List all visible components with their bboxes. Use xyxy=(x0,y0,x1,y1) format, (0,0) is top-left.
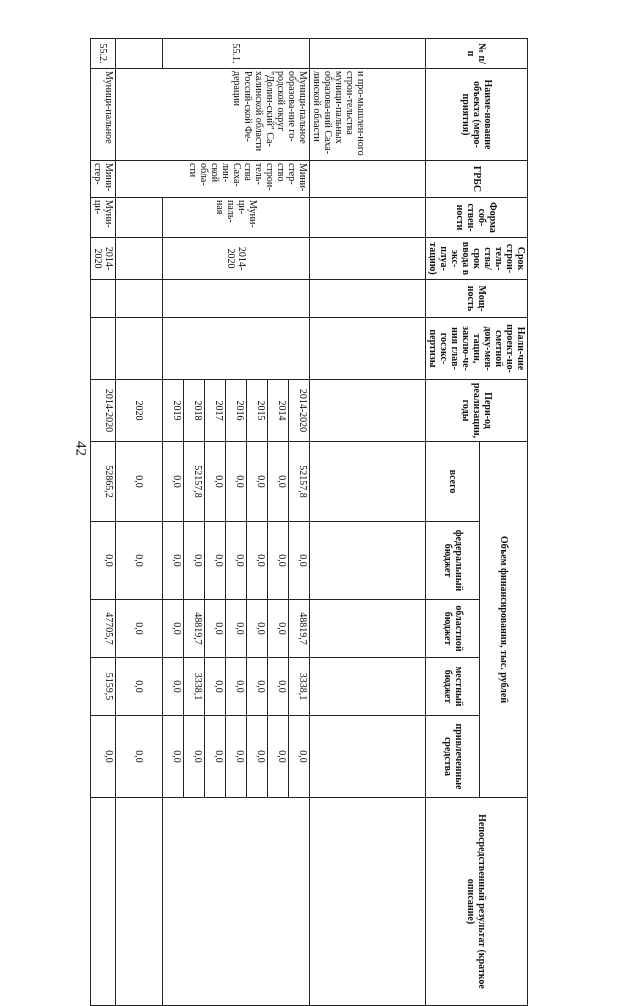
table-row xyxy=(289,39,310,1006)
continuation-name: и про-мышлен-ного строи-тельства муници-пальных образова-ний Саха-линской области xyxy=(310,69,426,161)
regional-cell: 0,0 xyxy=(205,600,226,658)
total-cell: 52157,8 xyxy=(184,442,205,522)
year-cell: 2014 xyxy=(268,380,289,442)
regional-cell: 0,0 xyxy=(226,600,247,658)
row-form: Муни-ци- xyxy=(91,198,116,238)
local-cell: 3338,1 xyxy=(289,658,310,716)
header-attracted: привлеченные средства xyxy=(426,716,480,798)
year-cell: 2014-2020 xyxy=(91,380,116,442)
attracted-cell: 0,0 xyxy=(226,716,247,798)
regional-cell: 0,0 xyxy=(247,600,268,658)
header-period: Пери-од реализации, годы xyxy=(426,380,528,442)
local-cell: 0,0 xyxy=(205,658,226,716)
row-term: 2014-2020 xyxy=(91,238,116,280)
year-cell: 2016 xyxy=(226,380,247,442)
header-form: Форма соб-ствен-ности xyxy=(426,198,528,238)
row-name: Муници-пальное xyxy=(91,69,116,161)
header-row-1 xyxy=(480,39,528,1006)
attracted-cell: 0,0 xyxy=(247,716,268,798)
attracted-cell: 0,0 xyxy=(91,716,116,798)
total-cell: 0,0 xyxy=(226,442,247,522)
regional-cell: 48819,7 xyxy=(184,600,205,658)
regional-cell: 0,0 xyxy=(268,600,289,658)
total-cell: 0,0 xyxy=(163,442,184,522)
header-federal: федеральный бюджет xyxy=(426,522,480,600)
local-cell: 0,0 xyxy=(226,658,247,716)
attracted-cell: 0,0 xyxy=(116,716,163,798)
year-cell: 2019 xyxy=(163,380,184,442)
row-num: 55.1. xyxy=(163,39,310,69)
header-docs: Нали-чие проект-но-сметной доку-мен-тации, заклю-че-ния глав-госэкс-пертизы xyxy=(426,318,528,380)
federal-cell: 0,0 xyxy=(226,522,247,600)
row-term: 2014-2020 xyxy=(163,238,310,280)
attracted-cell: 0,0 xyxy=(163,716,184,798)
header-funding: Объем финансирования, тыс. рублей xyxy=(480,442,528,798)
year-cell: 2018 xyxy=(184,380,205,442)
regional-cell: 47705,7 xyxy=(91,600,116,658)
row-form: Муни-ци-паль-ная xyxy=(163,198,310,238)
regional-cell: 0,0 xyxy=(116,600,163,658)
year-cell: 2014-2020 xyxy=(289,380,310,442)
federal-cell: 0,0 xyxy=(116,522,163,600)
row-grbs: Мини-стер-ство строи-тель-ства Саха-лин-ской обла-сти xyxy=(116,161,310,198)
header-grbs: ГРБС xyxy=(426,161,528,198)
regional-cell: 48819,7 xyxy=(289,600,310,658)
row-name: Муници-пальное образова-ние го-родской округ "Долин-ский" Са-халинской области Россий-ской Фе-дерации xyxy=(116,69,310,161)
federal-cell: 0,0 xyxy=(247,522,268,600)
financing-table xyxy=(90,38,528,1006)
federal-cell: 0,0 xyxy=(91,522,116,600)
header-num: № п/п xyxy=(426,39,528,69)
federal-cell: 0,0 xyxy=(289,522,310,600)
regional-cell: 0,0 xyxy=(163,600,184,658)
header-name: Наиме-нование объекта (меро-приятия) xyxy=(426,69,528,161)
total-cell: 0,0 xyxy=(205,442,226,522)
attracted-cell: 0,0 xyxy=(205,716,226,798)
table-container xyxy=(92,38,528,989)
attracted-cell: 0,0 xyxy=(289,716,310,798)
year-cell: 2020 xyxy=(116,380,163,442)
rotated-table-area xyxy=(92,38,528,989)
year-cell: 2017 xyxy=(205,380,226,442)
header-power: Мощ-ность xyxy=(426,280,528,318)
total-cell: 0,0 xyxy=(247,442,268,522)
header-total: всего xyxy=(426,442,480,522)
local-cell: 0,0 xyxy=(268,658,289,716)
local-cell: 0,0 xyxy=(116,658,163,716)
table-row xyxy=(91,39,116,1006)
total-cell: 52865,2 xyxy=(91,442,116,522)
federal-cell: 0,0 xyxy=(268,522,289,600)
total-cell: 52157,8 xyxy=(289,442,310,522)
local-cell: 0,0 xyxy=(163,658,184,716)
year-cell: 2015 xyxy=(247,380,268,442)
federal-cell: 0,0 xyxy=(205,522,226,600)
row-num: 55.2. xyxy=(91,39,116,69)
federal-cell: 0,0 xyxy=(163,522,184,600)
attracted-cell: 0,0 xyxy=(184,716,205,798)
total-cell: 0,0 xyxy=(116,442,163,522)
page-number: 42 xyxy=(72,441,89,456)
federal-cell: 0,0 xyxy=(184,522,205,600)
local-cell: 0,0 xyxy=(247,658,268,716)
local-cell: 3338,1 xyxy=(184,658,205,716)
local-cell: 5159,5 xyxy=(91,658,116,716)
row-grbs: Мини-стер- xyxy=(91,161,116,198)
header-term: Срок строи-тель-ства/срок ввода в экс-плуа-тацию) xyxy=(426,238,528,280)
total-cell: 0,0 xyxy=(268,442,289,522)
header-regional: областной бюджет xyxy=(426,600,480,658)
header-result: Непосредственный результат (краткое описание) xyxy=(426,798,528,1006)
table-row-continuation xyxy=(310,39,426,1006)
header-local: местный бюджет xyxy=(426,658,480,716)
attracted-cell: 0,0 xyxy=(268,716,289,798)
